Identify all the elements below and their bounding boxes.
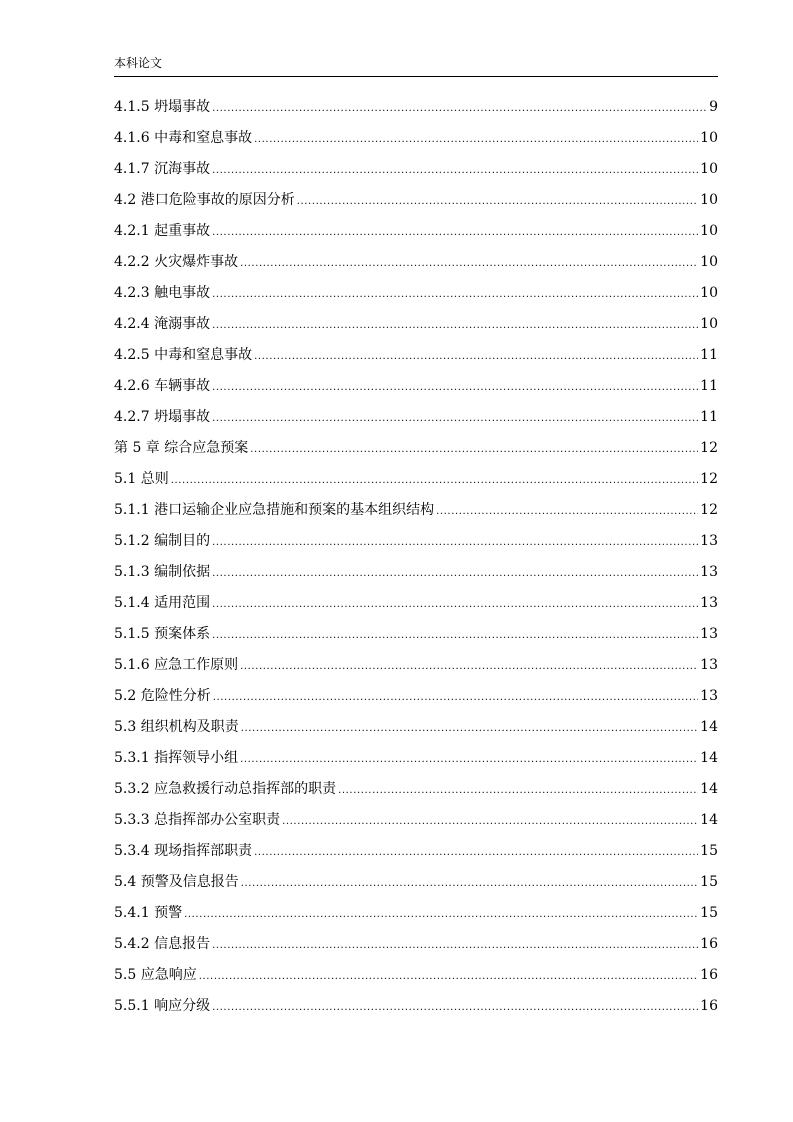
toc-entry-title: 5.1.6 应急工作原则 (114, 657, 239, 673)
toc-entry-title: 5.3.1 指挥领导小组 (114, 750, 239, 766)
toc-entry-page-number: 13 (700, 533, 718, 549)
toc-entry[interactable] (114, 309, 718, 340)
toc-entry[interactable] (114, 991, 718, 1022)
toc-entry-page-number: 12 (700, 440, 718, 456)
toc-entry-page-number: 16 (700, 998, 718, 1014)
toc-entry[interactable] (114, 340, 718, 371)
toc-dot-leader (250, 434, 698, 465)
toc-entry-title: 5.5 应急响应 (114, 967, 197, 983)
toc-entry-page-number: 12 (700, 471, 718, 487)
toc-entry-title: 4.2.7 坍塌事故 (114, 409, 211, 425)
toc-dot-leader (212, 403, 698, 434)
toc-entry-title: 5.1 总则 (114, 471, 169, 487)
toc-dot-leader (240, 248, 698, 279)
toc-entry-page-number: 14 (700, 781, 718, 797)
toc-entry[interactable] (114, 774, 718, 805)
toc-entry-title: 5.1.3 编制依据 (114, 564, 211, 580)
toc-entry-page-number: 13 (700, 688, 718, 704)
toc-dot-leader (212, 527, 698, 558)
toc-entry[interactable] (114, 712, 718, 743)
toc-entry-title: 4.1.6 中毒和窒息事故 (114, 130, 253, 146)
toc-entry-title: 5.3.4 现场指挥部职责 (114, 843, 253, 859)
toc-entry[interactable] (114, 836, 718, 867)
toc-entry-title: 5.4 预警及信息报告 (114, 874, 239, 890)
toc-entry-title: 4.2 港口危险事故的原因分析 (114, 192, 295, 208)
toc-entry-page-number: 10 (700, 223, 718, 239)
toc-dot-leader (212, 589, 698, 620)
toc-entry-page-number: 10 (700, 285, 718, 301)
toc-entry-page-number: 16 (700, 967, 718, 983)
toc-entry[interactable] (114, 216, 718, 247)
toc-entry-page-number: 15 (700, 905, 718, 921)
toc-entry[interactable] (114, 805, 718, 836)
toc-entry[interactable] (114, 402, 718, 433)
toc-entry-page-number: 11 (700, 378, 718, 394)
table-of-contents (114, 92, 718, 1022)
header-title: 本科论文 (114, 56, 163, 70)
toc-entry[interactable] (114, 526, 718, 557)
toc-entry-page-number: 10 (700, 192, 718, 208)
toc-dot-leader (184, 899, 698, 930)
toc-entry-title: 5.1.1 港口运输企业应急措施和预案的基本组织结构 (114, 502, 435, 518)
toc-dot-leader (240, 744, 698, 775)
toc-entry[interactable] (114, 185, 718, 216)
toc-entry-page-number: 10 (700, 316, 718, 332)
toc-dot-leader (297, 186, 698, 217)
toc-dot-leader (212, 372, 698, 403)
toc-dot-leader (212, 930, 698, 961)
toc-dot-leader (213, 682, 698, 713)
toc-entry-page-number: 10 (700, 161, 718, 177)
toc-dot-leader (241, 868, 698, 899)
toc-dot-leader (212, 620, 698, 651)
toc-entry-title: 5.4.2 信息报告 (114, 936, 211, 952)
toc-entry[interactable] (114, 743, 718, 774)
toc-dot-leader (436, 496, 698, 527)
page-header (114, 54, 718, 77)
toc-entry-page-number: 11 (700, 409, 718, 425)
toc-entry-title: 5.3.3 总指挥部办公室职责 (114, 812, 281, 828)
toc-dot-leader (212, 93, 707, 124)
toc-entry[interactable] (114, 464, 718, 495)
toc-entry[interactable] (114, 278, 718, 309)
toc-entry-title: 4.1.7 沉海事故 (114, 161, 211, 177)
toc-entry-title: 4.2.1 起重事故 (114, 223, 211, 239)
toc-entry-page-number: 16 (700, 936, 718, 952)
toc-entry-page-number: 10 (700, 130, 718, 146)
toc-entry-page-number: 12 (700, 502, 718, 518)
toc-dot-leader (212, 310, 698, 341)
toc-entry-title: 5.1.4 适用范围 (114, 595, 211, 611)
toc-entry-title: 5.3.2 应急救援行动总指挥部的职责 (114, 781, 337, 797)
toc-dot-leader (241, 713, 698, 744)
toc-entry-title: 4.2.2 火灾爆炸事故 (114, 254, 239, 270)
toc-entry-page-number: 11 (700, 347, 718, 363)
toc-dot-leader (212, 217, 698, 248)
toc-entry-page-number: 13 (700, 595, 718, 611)
toc-entry[interactable] (114, 92, 718, 123)
toc-entry-page-number: 10 (700, 254, 718, 270)
toc-entry-page-number: 13 (700, 626, 718, 642)
toc-entry-title: 4.2.4 淹溺事故 (114, 316, 211, 332)
toc-entry-title: 第 5 章 综合应急预案 (114, 440, 249, 456)
toc-dot-leader (338, 775, 698, 806)
toc-entry-title: 4.1.5 坍塌事故 (114, 99, 211, 115)
toc-entry-page-number: 13 (700, 564, 718, 580)
toc-entry-page-number: 13 (700, 657, 718, 673)
toc-entry[interactable] (114, 898, 718, 929)
toc-entry[interactable] (114, 371, 718, 402)
toc-entry[interactable] (114, 867, 718, 898)
toc-entry-title: 5.1.5 预案体系 (114, 626, 211, 642)
toc-entry-title: 5.3 组织机构及职责 (114, 719, 239, 735)
toc-entry[interactable] (114, 929, 718, 960)
toc-entry-title: 5.2 危险性分析 (114, 688, 211, 704)
toc-dot-leader (212, 279, 698, 310)
toc-entry-title: 4.2.5 中毒和窒息事故 (114, 347, 253, 363)
toc-entry[interactable] (114, 557, 718, 588)
toc-dot-leader (282, 806, 698, 837)
toc-entry-title: 5.4.1 预警 (114, 905, 183, 921)
toc-entry-page-number: 15 (700, 874, 718, 890)
toc-entry[interactable] (114, 588, 718, 619)
toc-entry[interactable] (114, 495, 718, 526)
toc-entry[interactable] (114, 433, 718, 464)
toc-entry-title: 4.2.3 触电事故 (114, 285, 211, 301)
toc-dot-leader (212, 558, 698, 589)
toc-entry[interactable] (114, 650, 718, 681)
toc-entry[interactable] (114, 154, 718, 185)
toc-entry[interactable] (114, 619, 718, 650)
toc-dot-leader (254, 837, 698, 868)
toc-dot-leader (212, 992, 698, 1023)
toc-entry-page-number: 9 (709, 99, 718, 115)
toc-entry-title: 5.5.1 响应分级 (114, 998, 211, 1014)
toc-entry-page-number: 14 (700, 750, 718, 766)
toc-entry-page-number: 15 (700, 843, 718, 859)
toc-entry[interactable] (114, 960, 718, 991)
toc-entry-page-number: 14 (700, 719, 718, 735)
toc-entry-page-number: 14 (700, 812, 718, 828)
toc-entry[interactable] (114, 123, 718, 154)
toc-entry[interactable] (114, 681, 718, 712)
toc-dot-leader (254, 341, 698, 372)
toc-entry-title: 5.1.2 编制目的 (114, 533, 211, 549)
toc-dot-leader (254, 124, 698, 155)
toc-dot-leader (212, 155, 698, 186)
toc-dot-leader (240, 651, 698, 682)
toc-dot-leader (199, 961, 698, 992)
toc-entry[interactable] (114, 247, 718, 278)
toc-dot-leader (171, 465, 698, 496)
toc-entry-title: 4.2.6 车辆事故 (114, 378, 211, 394)
